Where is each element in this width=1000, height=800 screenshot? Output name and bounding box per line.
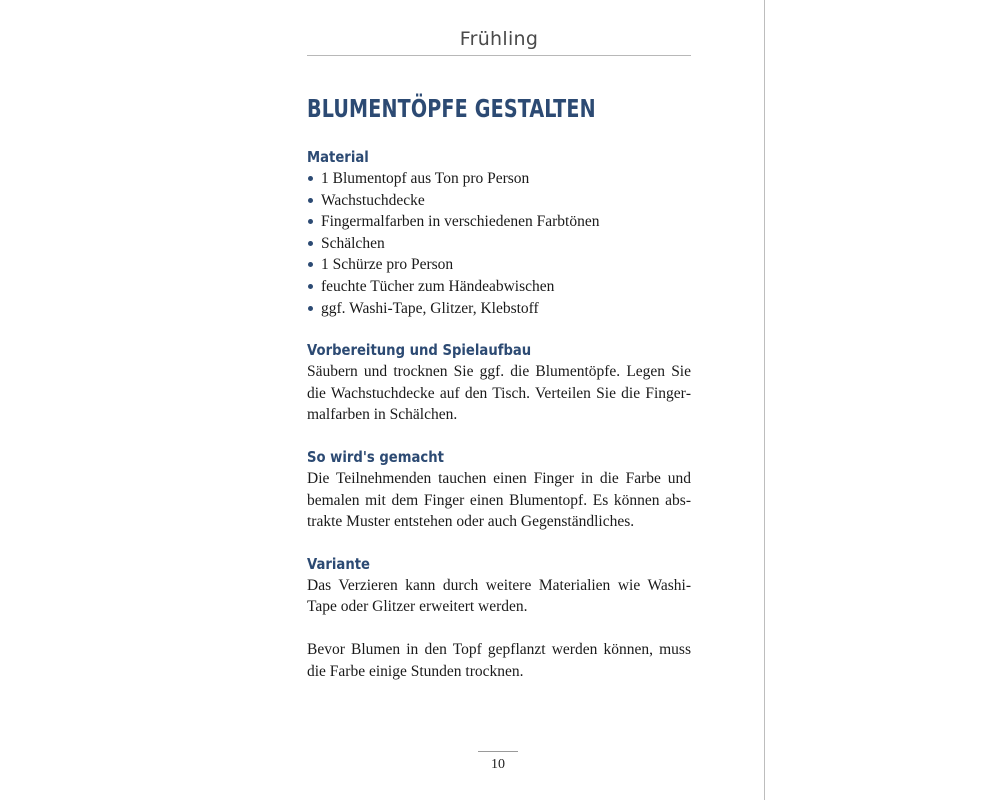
material-item (307, 211, 691, 233)
page-footer (478, 751, 518, 778)
page-number: 10 (491, 757, 505, 772)
bullet-icon (308, 219, 313, 224)
how-heading: So wird's gemacht (307, 447, 444, 466)
material-item (307, 298, 691, 320)
running-header (307, 24, 691, 56)
material-item-text: Wachstuchdecke (321, 191, 425, 209)
material-item (307, 168, 691, 190)
material-item (307, 233, 691, 255)
material-item (307, 254, 691, 276)
bullet-icon (308, 262, 313, 267)
material-item-text: 1 Schürze pro Person (321, 256, 454, 274)
header-rule (307, 55, 691, 56)
drying-note: Bevor Blumen in den Topf gepflanzt werden können, muss die Farbe einige Stunden trocknen. (307, 640, 691, 680)
material-item (307, 276, 691, 298)
bullet-icon (308, 284, 313, 289)
page-title: BLUMENTÖPFE GESTALTEN (307, 94, 596, 123)
material-item-text: ggf. Washi-Tape, Glitzer, Klebstoff (321, 299, 539, 317)
variant-heading: Variante (307, 554, 371, 573)
how-text: Die Teilnehmenden tauchen einen Finger in die Farbe und bemalen mit dem Finger einen Blumentopf. Es können abstrakte Muster entstehen oder auch Gegenständliches. (307, 469, 691, 531)
material-heading: Material (307, 148, 369, 166)
material-list (307, 168, 691, 319)
bullet-icon (308, 198, 313, 203)
material-item-text: Schälchen (321, 234, 385, 252)
material-item (307, 190, 691, 212)
page-content (307, 92, 691, 682)
bullet-icon (308, 176, 313, 181)
chapter-title: Frühling (459, 28, 539, 50)
preparation-heading: Vorbereitung und Spielaufbau (307, 341, 532, 360)
page-divider (764, 0, 765, 800)
material-item-text: feuchte Tücher zum Händeabwischen (321, 277, 555, 295)
bullet-icon (308, 306, 313, 311)
preparation-text: Säubern und trocknen Sie ggf. die Blumentöpfe. Legen Sie die Wachstuchdecke auf den Tisch. Verteilen Sie die Fingermalfarben in Schälchen. (307, 363, 691, 424)
material-item-text: 1 Blumentopf aus Ton pro Person (321, 170, 530, 187)
variant-text: Das Verzieren kann durch weitere Materialien wie Washi-Tape oder Glitzer erweitert werden. (307, 576, 691, 616)
material-item-text: Fingermalfarben in verschiedenen Farbtönen (321, 213, 600, 231)
bullet-icon (308, 241, 313, 246)
